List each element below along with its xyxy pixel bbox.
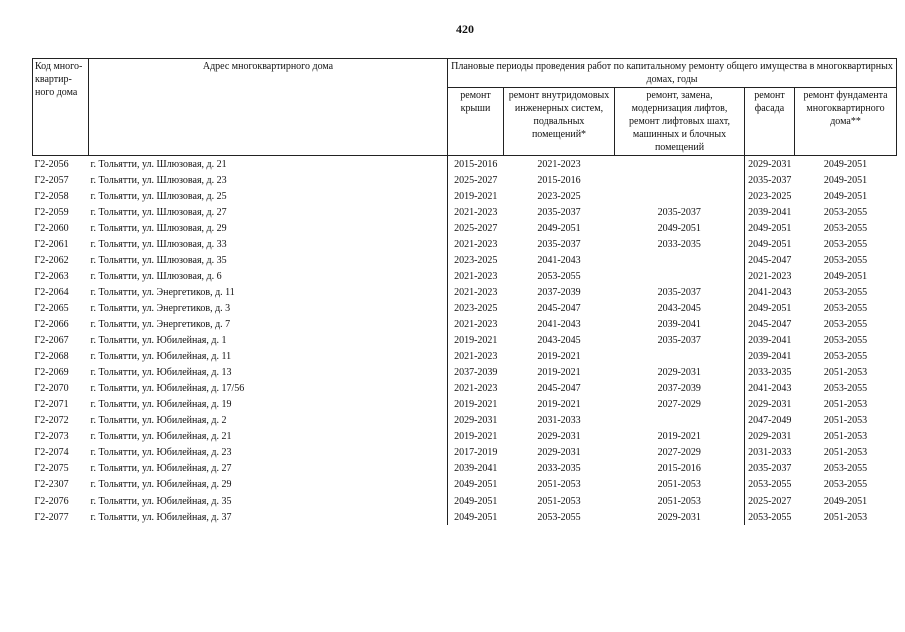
cell-elevators xyxy=(615,188,745,204)
cell-engineering: 2019-2021 xyxy=(537,399,581,411)
cell-engineering: 2021-2023 xyxy=(504,156,615,173)
cell-code: Г2-2307 xyxy=(34,479,69,491)
cell-foundation: 2051-2053 xyxy=(823,399,868,411)
cell-roof: 2017-2019 xyxy=(448,445,504,461)
cell-elevators xyxy=(615,172,745,188)
header-row-main xyxy=(33,59,897,88)
cell-engineering: 2043-2045 xyxy=(537,335,581,347)
cell-facade: 2039-2041 xyxy=(745,349,795,365)
header-foundation: ремонт фундамента многоквартирного дома** xyxy=(795,88,897,156)
table-row xyxy=(33,397,897,413)
cell-foundation: 2053-2055 xyxy=(823,222,868,234)
cell-code: Г2-2057 xyxy=(34,174,69,186)
table-header xyxy=(33,59,897,156)
table-row xyxy=(33,509,897,525)
cell-engineering: 2035-2037 xyxy=(537,238,581,250)
cell-code: Г2-2067 xyxy=(34,335,69,347)
cell-roof: 2021-2023 xyxy=(448,236,504,252)
cell-elevators: 2029-2031 xyxy=(657,367,701,379)
table-row xyxy=(33,429,897,445)
cell-roof: 2015-2016 xyxy=(448,156,504,173)
table-row xyxy=(33,477,897,493)
cell-facade: 2025-2027 xyxy=(745,493,795,509)
cell-facade: 2053-2055 xyxy=(745,509,795,525)
cell-facade: 2041-2043 xyxy=(745,381,795,397)
cell-facade: 2049-2051 xyxy=(745,220,795,236)
cell-roof: 2037-2039 xyxy=(448,365,504,381)
cell-engineering: 2045-2047 xyxy=(537,383,581,395)
cell-engineering: 2053-2055 xyxy=(537,511,581,523)
cell-foundation: 2053-2055 xyxy=(823,351,868,363)
table-row xyxy=(33,172,897,188)
cell-elevators: 2019-2021 xyxy=(657,431,701,443)
cell-elevators: 2027-2029 xyxy=(657,399,701,411)
cell-foundation: 2051-2053 xyxy=(823,511,868,523)
cell-facade: 2031-2033 xyxy=(745,445,795,461)
cell-elevators: 2035-2037 xyxy=(657,286,701,298)
page-number: 420 xyxy=(456,22,474,36)
cell-foundation: 2053-2055 xyxy=(823,463,868,475)
header-periods-group: Плановые периоды проведения работ по капитальному ремонту общего имущества в многоквартирных домах, годы xyxy=(448,59,897,88)
table-row xyxy=(33,268,897,284)
cell-engineering: 2023-2025 xyxy=(537,190,581,202)
header-code: Код много-квартир-ного дома xyxy=(33,59,89,156)
cell-engineering: 2031-2033 xyxy=(537,415,581,427)
cell-engineering: 2041-2043 xyxy=(537,318,581,330)
table-row xyxy=(33,236,897,252)
cell-elevators: 2049-2051 xyxy=(657,222,701,234)
cell-roof: 2021-2023 xyxy=(448,204,504,220)
cell-elevators xyxy=(615,349,745,365)
cell-address: г. Тольятти, ул. Шлюзовая, д. 29 xyxy=(90,222,227,234)
cell-elevators: 2037-2039 xyxy=(657,383,701,395)
cell-engineering: 2015-2016 xyxy=(537,174,581,186)
cell-foundation: 2049-2051 xyxy=(823,270,868,282)
cell-code: Г2-2064 xyxy=(34,286,69,298)
cell-elevators: 2035-2037 xyxy=(657,335,701,347)
cell-elevators: 2015-2016 xyxy=(657,463,701,475)
cell-address: г. Тольятти, ул. Шлюзовая, д. 33 xyxy=(90,238,227,250)
cell-address: г. Тольятти, ул. Юбилейная, д. 35 xyxy=(90,495,232,507)
table-row xyxy=(33,381,897,397)
table-row xyxy=(33,461,897,477)
cell-address: г. Тольятти, ул. Энергетиков, д. 3 xyxy=(90,302,231,314)
cell-address: г. Тольятти, ул. Юбилейная, д. 29 xyxy=(90,479,232,491)
cell-code: Г2-2075 xyxy=(34,463,69,475)
cell-elevators xyxy=(615,413,745,429)
table-row xyxy=(33,365,897,381)
cell-code: Г2-2074 xyxy=(34,447,69,459)
header-address: Адрес многоквартирного дома xyxy=(89,59,448,156)
cell-foundation: 2049-2051 xyxy=(823,190,868,202)
cell-roof: 2019-2021 xyxy=(448,429,504,445)
cell-elevators: 2051-2053 xyxy=(657,479,701,491)
cell-engineering: 2019-2021 xyxy=(537,367,581,379)
cell-code: Г2-2070 xyxy=(34,383,69,395)
cell-address: г. Тольятти, ул. Юбилейная, д. 17/56 xyxy=(90,383,245,395)
cell-engineering: 2049-2051 xyxy=(537,222,581,234)
cell-code: Г2-2058 xyxy=(34,190,69,202)
cell-address: г. Тольятти, ул. Энергетиков, д. 11 xyxy=(90,286,235,298)
cell-code: Г2-2069 xyxy=(34,367,69,379)
cell-roof: 2049-2051 xyxy=(448,493,504,509)
cell-facade: 2041-2043 xyxy=(745,284,795,300)
repair-schedule-table xyxy=(32,58,897,525)
cell-code: Г2-2061 xyxy=(34,238,69,250)
cell-address: г. Тольятти, ул. Юбилейная, д. 2 xyxy=(90,415,227,427)
cell-code: Г2-2062 xyxy=(34,254,69,266)
table-row xyxy=(33,284,897,300)
cell-code: Г2-2076 xyxy=(34,495,69,507)
cell-roof: 2049-2051 xyxy=(448,477,504,493)
cell-facade: 2045-2047 xyxy=(745,252,795,268)
cell-address: г. Тольятти, ул. Шлюзовая, д. 25 xyxy=(90,190,227,202)
cell-foundation: 2051-2053 xyxy=(823,431,868,443)
cell-facade: 2035-2037 xyxy=(745,461,795,477)
cell-roof: 2025-2027 xyxy=(448,220,504,236)
cell-elevators: 2033-2035 xyxy=(657,238,701,250)
cell-roof: 2023-2025 xyxy=(448,252,504,268)
cell-address: г. Тольятти, ул. Шлюзовая, д. 21 xyxy=(89,156,448,173)
cell-engineering: 2035-2037 xyxy=(537,206,581,218)
cell-foundation: 2051-2053 xyxy=(823,447,868,459)
header-roof: ремонт крыши xyxy=(448,88,504,156)
table-row xyxy=(33,445,897,461)
cell-roof: 2019-2021 xyxy=(448,397,504,413)
table-row xyxy=(33,316,897,332)
cell-facade: 2047-2049 xyxy=(745,413,795,429)
cell-roof: 2019-2021 xyxy=(448,188,504,204)
cell-foundation: 2049-2051 xyxy=(823,174,868,186)
table-row xyxy=(33,300,897,316)
cell-address: г. Тольятти, ул. Юбилейная, д. 1 xyxy=(90,335,227,347)
cell-code: Г2-2077 xyxy=(34,511,69,523)
cell-facade: 2021-2023 xyxy=(745,268,795,284)
cell-code: Г2-2066 xyxy=(34,318,69,330)
cell-foundation: 2051-2053 xyxy=(823,415,868,427)
cell-facade: 2053-2055 xyxy=(745,477,795,493)
cell-roof: 2019-2021 xyxy=(448,333,504,349)
cell-address: г. Тольятти, ул. Шлюзовая, д. 23 xyxy=(90,174,227,186)
table-row xyxy=(33,188,897,204)
cell-roof: 2029-2031 xyxy=(448,413,504,429)
cell-roof: 2021-2023 xyxy=(448,381,504,397)
header-engineering: ремонт внутридомовых инженерных систем, подвальных помещений* xyxy=(504,88,615,156)
cell-foundation: 2053-2055 xyxy=(823,302,868,314)
cell-roof: 2025-2027 xyxy=(448,172,504,188)
table-row xyxy=(33,493,897,509)
cell-code: Г2-2065 xyxy=(34,302,69,314)
cell-foundation: 2053-2055 xyxy=(823,335,868,347)
cell-facade: 2039-2041 xyxy=(745,204,795,220)
cell-elevators xyxy=(615,252,745,268)
table-row xyxy=(33,220,897,236)
cell-elevators: 2051-2053 xyxy=(657,495,701,507)
cell-roof: 2021-2023 xyxy=(448,284,504,300)
header-elevators: ремонт, замена, модернизация лифтов, ремонт лифтовых шахт, машинных и блочных помещений xyxy=(615,88,745,156)
cell-roof: 2021-2023 xyxy=(448,268,504,284)
cell-engineering: 2029-2031 xyxy=(537,447,581,459)
cell-roof: 2021-2023 xyxy=(448,316,504,332)
cell-engineering: 2041-2043 xyxy=(537,254,581,266)
cell-facade: 2029-2031 xyxy=(745,429,795,445)
cell-elevators: 2027-2029 xyxy=(657,447,701,459)
cell-foundation: 2053-2055 xyxy=(823,238,868,250)
cell-code: Г2-2059 xyxy=(34,206,69,218)
cell-address: г. Тольятти, ул. Шлюзовая, д. 27 xyxy=(90,206,227,218)
cell-facade: 2029-2031 xyxy=(745,156,795,173)
cell-facade: 2049-2051 xyxy=(745,300,795,316)
table-row xyxy=(33,413,897,429)
cell-address: г. Тольятти, ул. Юбилейная, д. 27 xyxy=(90,463,232,475)
cell-elevators: 2035-2037 xyxy=(657,206,701,218)
cell-engineering: 2033-2035 xyxy=(537,463,581,475)
table-row xyxy=(33,204,897,220)
cell-foundation: 2053-2055 xyxy=(823,254,868,266)
cell-facade: 2023-2025 xyxy=(745,188,795,204)
cell-roof: 2023-2025 xyxy=(448,300,504,316)
cell-code: Г2-2071 xyxy=(34,399,69,411)
cell-engineering: 2045-2047 xyxy=(537,302,581,314)
cell-facade: 2039-2041 xyxy=(745,333,795,349)
cell-facade: 2033-2035 xyxy=(745,365,795,381)
table-row xyxy=(33,333,897,349)
cell-roof: 2049-2051 xyxy=(448,509,504,525)
cell-address: г. Тольятти, ул. Энергетиков, д. 7 xyxy=(90,318,231,330)
cell-code: Г2-2073 xyxy=(34,431,69,443)
header-facade: ремонт фасада xyxy=(745,88,795,156)
cell-code: Г2-2056 xyxy=(33,156,89,173)
table-row xyxy=(33,156,897,173)
cell-code: Г2-2063 xyxy=(34,270,69,282)
cell-address: г. Тольятти, ул. Шлюзовая, д. 35 xyxy=(90,254,227,266)
cell-address: г. Тольятти, ул. Юбилейная, д. 19 xyxy=(90,399,232,411)
cell-engineering: 2051-2053 xyxy=(537,479,581,491)
table-row xyxy=(33,252,897,268)
cell-engineering: 2037-2039 xyxy=(537,286,581,298)
table-row xyxy=(33,349,897,365)
cell-code: Г2-2060 xyxy=(34,222,69,234)
cell-foundation: 2053-2055 xyxy=(823,286,868,298)
cell-roof: 2039-2041 xyxy=(448,461,504,477)
cell-foundation: 2053-2055 xyxy=(823,383,868,395)
cell-code: Г2-2072 xyxy=(34,415,69,427)
cell-foundation: 2049-2051 xyxy=(795,156,897,173)
cell-foundation: 2053-2055 xyxy=(823,479,868,491)
cell-engineering: 2053-2055 xyxy=(537,270,581,282)
cell-address: г. Тольятти, ул. Юбилейная, д. 21 xyxy=(90,431,232,443)
cell-engineering: 2029-2031 xyxy=(537,431,581,443)
cell-address: г. Тольятти, ул. Юбилейная, д. 11 xyxy=(90,351,232,363)
cell-roof: 2021-2023 xyxy=(448,349,504,365)
cell-facade: 2049-2051 xyxy=(745,236,795,252)
cell-engineering: 2051-2053 xyxy=(537,495,581,507)
table-body xyxy=(33,156,897,526)
cell-facade: 2045-2047 xyxy=(745,316,795,332)
cell-address: г. Тольятти, ул. Юбилейная, д. 37 xyxy=(90,511,232,523)
cell-address: г. Тольятти, ул. Юбилейная, д. 13 xyxy=(90,367,232,379)
cell-address: г. Тольятти, ул. Юбилейная, д. 23 xyxy=(90,447,232,459)
cell-facade: 2035-2037 xyxy=(745,172,795,188)
cell-foundation: 2049-2051 xyxy=(823,495,868,507)
cell-engineering: 2019-2021 xyxy=(537,351,581,363)
cell-address: г. Тольятти, ул. Шлюзовая, д. 6 xyxy=(90,270,222,282)
cell-foundation: 2051-2053 xyxy=(823,367,868,379)
cell-elevators: 2039-2041 xyxy=(657,318,701,330)
cell-elevators xyxy=(615,156,745,173)
cell-elevators xyxy=(615,268,745,284)
cell-foundation: 2053-2055 xyxy=(823,206,868,218)
cell-code: Г2-2068 xyxy=(34,351,69,363)
cell-elevators: 2029-2031 xyxy=(657,511,701,523)
cell-facade: 2029-2031 xyxy=(745,397,795,413)
cell-elevators: 2043-2045 xyxy=(657,302,701,314)
cell-foundation: 2053-2055 xyxy=(823,318,868,330)
